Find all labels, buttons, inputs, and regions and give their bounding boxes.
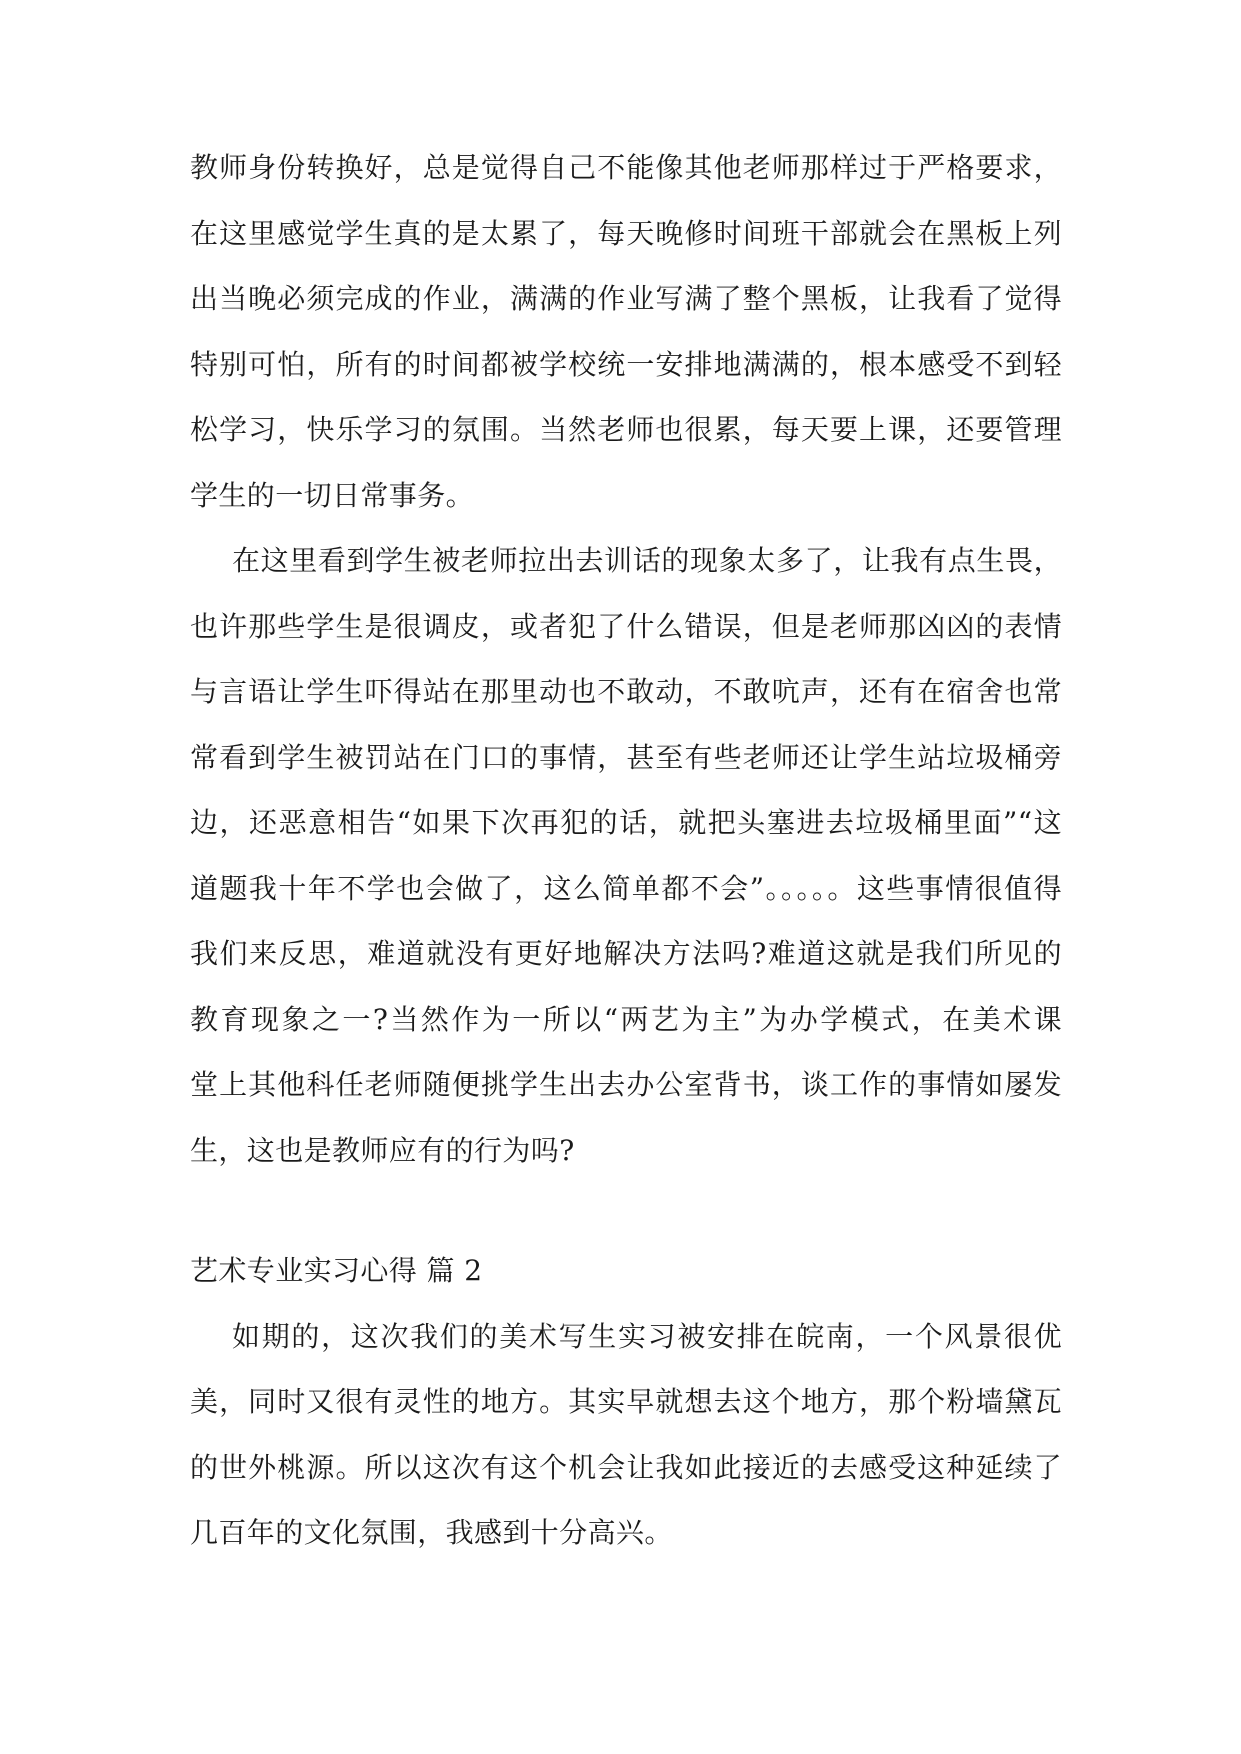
text-line: 也许那些学生是很调皮，或者犯了什么错误，但是老师那凶凶的表情 bbox=[190, 609, 1062, 643]
text-line: 教师身份转换好，总是觉得自己不能像其他老师那样过于严格要求， bbox=[190, 151, 1062, 184]
text-line: 几百年的文化氛围，我感到十分高兴。 bbox=[190, 1516, 673, 1549]
section-spacer bbox=[190, 1200, 1062, 1255]
text-line: 学生的一切日常事务。 bbox=[190, 478, 475, 512]
text-line: 与言语让学生吓得站在那里动也不敢动，不敢吭声，还有在宿舍也常 bbox=[190, 675, 1062, 708]
text-line: 教育现象之一?当然作为一所以“两艺为主”为办学模式，在美术课 bbox=[190, 1002, 1062, 1036]
text-line: 道题我十年不学也会做了，这么简单都不会”。。。。。这些事情很值得 bbox=[190, 871, 1062, 905]
text-line: 的世外桃源。所以这次有这个机会让我如此接近的去感受这种延续了 bbox=[190, 1450, 1062, 1484]
text-line: 特别可怕，所有的时间都被学校统一安排地满满的，根本感受不到轻 bbox=[190, 347, 1062, 381]
text-line: 我们来反思，难道就没有更好地解决方法吗?难道这就是我们所见的 bbox=[190, 937, 1062, 970]
text-line: 出当晚必须完成的作业，满满的作业写满了整个黑板，让我看了觉得 bbox=[190, 282, 1062, 315]
section-heading: 艺术专业实习心得 篇 2 bbox=[190, 1254, 483, 1287]
text-line: 在这里看到学生被老师拉出去训话的现象太多了，让我有点生畏， bbox=[232, 544, 1062, 577]
paragraph-teacher-behavior bbox=[190, 545, 1062, 1200]
text-line: 堂上其他科任老师随便挑学生出去办公室背书，谈工作的事情如屡发 bbox=[190, 1068, 1062, 1101]
paragraph-continued bbox=[190, 152, 1062, 545]
text-line: 生，这也是教师应有的行为吗? bbox=[190, 1133, 575, 1167]
paragraph-sketch-trip bbox=[190, 1321, 1062, 1583]
document-body bbox=[190, 152, 1062, 1583]
text-line: 美，同时又很有灵性的地方。其实早就想去这个地方，那个粉墙黛瓦 bbox=[190, 1385, 1062, 1418]
text-line: 松学习，快乐学习的氛围。当然老师也很累，每天要上课，还要管理 bbox=[190, 413, 1062, 446]
text-line: 常看到学生被罚站在门口的事情，甚至有些老师还让学生站垃圾桶旁 bbox=[190, 740, 1062, 774]
text-line: 边，还恶意相告“如果下次再犯的话，就把头塞进去垃圾桶里面”“这 bbox=[190, 806, 1062, 839]
text-line: 在这里感觉学生真的是太累了，每天晚修时间班干部就会在黑板上列 bbox=[190, 216, 1062, 250]
text-line: 如期的，这次我们的美术写生实习被安排在皖南，一个风景很优 bbox=[232, 1319, 1062, 1353]
